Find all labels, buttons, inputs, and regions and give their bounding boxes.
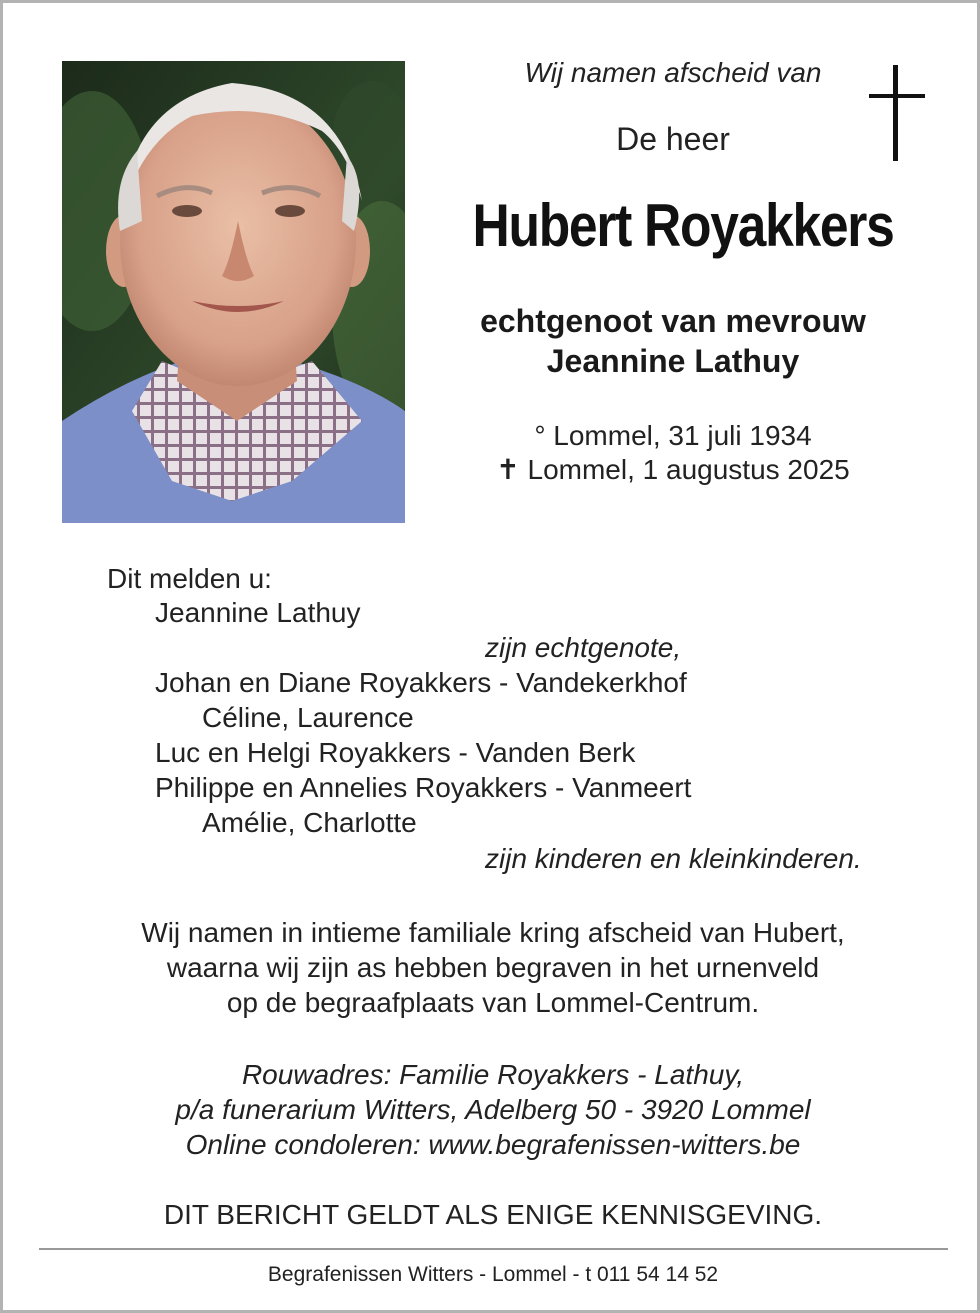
list-item: Philippe en Annelies Royakkers - Vanmeert [155,772,692,803]
salutation: De heer [616,121,730,157]
list-item: Jeannine Lathuy [155,597,361,628]
mourning-address [63,1057,923,1162]
list-item: Luc en Helgi Royakkers - Vanden Berk [155,737,636,768]
paragraph-line: Wij namen in intieme familiale kring afscheid van Hubert, [141,917,845,948]
portrait-photo [62,61,405,523]
spouse-line-2: Jeannine Lathuy [546,343,800,379]
death-date: ✝ Lommel, 1 augustus 2025 [496,454,850,485]
dates-block [423,419,923,487]
ceremony-paragraph [63,915,923,1020]
paragraph-line: op de begraafplaats van Lommel-Centrum. [226,987,760,1018]
notice-text: DIT BERICHT GELDT ALS ENIGE KENNISGEVING. [163,1199,823,1230]
paragraph-line: waarna wij zijn as hebben begraven in het urnenveld [166,952,820,983]
footer-text: Begrafenissen Witters - Lommel - t 011 54 14 52 [267,1263,719,1286]
announcers-heading: Dit melden u: [107,563,272,594]
footer-divider [39,1248,948,1250]
cross-icon [869,65,925,161]
list-item: Johan en Diane Royakkers - Vandekerkhof [155,667,687,698]
list-item: Céline, Laurence [202,702,414,733]
address-line: Online condoleren: www.begrafenissen-witters.be [185,1129,801,1160]
address-line: p/a funerarium Witters, Adelberg 50 - 3920 Lommel [175,1094,811,1125]
intro-text: Wij namen afscheid van [524,57,822,88]
list-item: zijn kinderen en kleinkinderen. [485,843,862,874]
list-item: zijn echtgenote, [485,632,682,663]
birth-date: ° Lommel, 31 juli 1934 [534,420,812,451]
spouse-line-1: echtgenoot van mevrouw [480,303,866,339]
deceased-name: Hubert Royakkers [472,192,894,259]
list-item: Amélie, Charlotte [202,807,417,838]
address-line: Rouwadres: Familie Royakkers - Lathuy, [241,1059,745,1090]
spouse-block [423,301,923,381]
